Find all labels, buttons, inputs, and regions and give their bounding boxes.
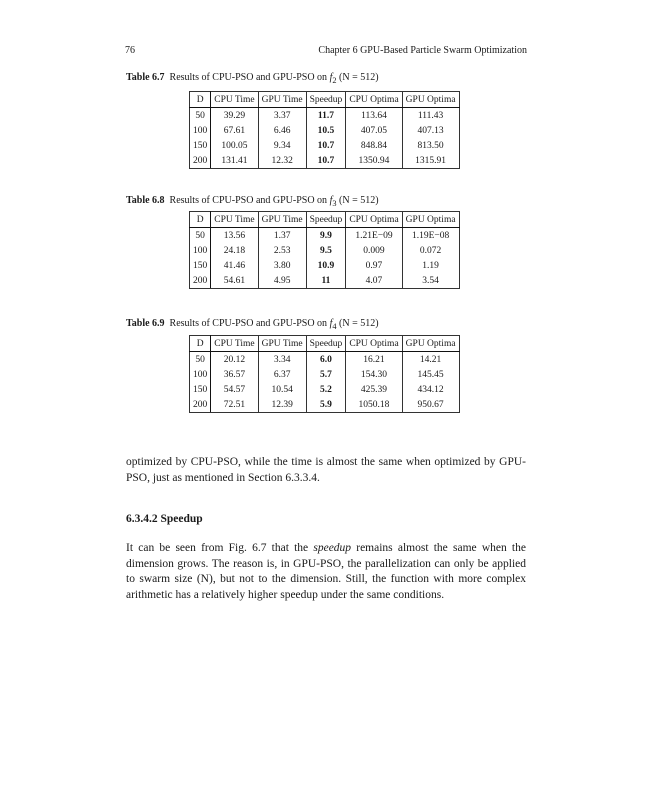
speedup-term: speedup: [313, 542, 352, 554]
table-cell: 10.7: [306, 138, 346, 153]
table-cell: 3.37: [258, 108, 306, 124]
table-row: [190, 108, 460, 124]
table-cell: 1.19E−08: [402, 228, 459, 244]
body-paragraph-2: It can be seen from Fig. 6.7 that the speedup remains almost the same when the dimension grows. The reason is, in GPU-PSO, the parallelization can only be applied to swarm size (N), but not to the dimension. Still, the function with more complex arithmetic has a relatively higher speedup under the same conditions.: [126, 542, 526, 601]
table-cell: 13.56: [211, 228, 258, 244]
table-cell: 24.18: [211, 243, 258, 258]
table-cell: 200: [190, 273, 211, 289]
table-header-row: [190, 92, 460, 108]
table-cell: 1350.94: [346, 153, 402, 169]
table-cell: 14.21: [402, 352, 459, 368]
table-row: [190, 367, 460, 382]
table-cell: 425.39: [346, 382, 402, 397]
table-cell: 100: [190, 243, 211, 258]
page-number: 76: [125, 45, 135, 56]
column-header: GPU Time: [258, 212, 306, 228]
table-cell: 10.7: [306, 153, 346, 169]
column-header: CPU Optima: [346, 212, 402, 228]
table-row: [190, 397, 460, 413]
table-cell: 0.009: [346, 243, 402, 258]
table-cell: 0.97: [346, 258, 402, 273]
column-header: D: [190, 336, 211, 352]
table-cell: 1050.18: [346, 397, 402, 413]
column-header: D: [190, 212, 211, 228]
column-header: GPU Optima: [402, 336, 459, 352]
table-row: [190, 382, 460, 397]
table-cell: 54.61: [211, 273, 258, 289]
table-cell: 9.5: [306, 243, 346, 258]
table-cell: 5.7: [306, 367, 346, 382]
table-cell: 50: [190, 228, 211, 244]
table-cell: 100: [190, 367, 211, 382]
table-row: [190, 273, 460, 289]
table-cell: 36.57: [211, 367, 258, 382]
table-cell: 0.072: [402, 243, 459, 258]
table-caption-6-9: Table 6.9 Results of CPU-PSO and GPU-PSO on $f_4$ (N = 512): [126, 318, 379, 331]
column-header: D: [190, 92, 211, 108]
results-table-6-7: [189, 91, 460, 169]
column-header: CPU Time: [211, 212, 258, 228]
table-cell: 10.9: [306, 258, 346, 273]
table-cell: 813.50: [402, 138, 459, 153]
table-cell: 848.84: [346, 138, 402, 153]
table-cell: 154.30: [346, 367, 402, 382]
table-cell: 150: [190, 138, 211, 153]
table-cell: 9.34: [258, 138, 306, 153]
table-cell: 50: [190, 352, 211, 368]
table-cell: 434.12: [402, 382, 459, 397]
table-cell: 100: [190, 123, 211, 138]
table-cell: 3.54: [402, 273, 459, 289]
results-table-6-9: [189, 335, 460, 413]
table-cell: 10.5: [306, 123, 346, 138]
table-cell: 10.54: [258, 382, 306, 397]
section-heading: 6.3.4.2 Speedup: [126, 513, 203, 525]
table-cell: 3.80: [258, 258, 306, 273]
column-header: CPU Time: [211, 92, 258, 108]
table-cell: 150: [190, 258, 211, 273]
table-header-row: [190, 212, 460, 228]
table-cell: 39.29: [211, 108, 258, 124]
table-header-row: [190, 336, 460, 352]
table-cell: 1.19: [402, 258, 459, 273]
table-cell: 4.95: [258, 273, 306, 289]
table-cell: 5.2: [306, 382, 346, 397]
table-cell: 50: [190, 108, 211, 124]
table-row: [190, 228, 460, 244]
table-cell: 407.13: [402, 123, 459, 138]
table-cell: 41.46: [211, 258, 258, 273]
table-cell: 407.05: [346, 123, 402, 138]
table-cell: 111.43: [402, 108, 459, 124]
column-header: Speedup: [306, 92, 346, 108]
table-cell: 3.34: [258, 352, 306, 368]
table-cell: 1.37: [258, 228, 306, 244]
column-header: GPU Optima: [402, 92, 459, 108]
column-header: GPU Time: [258, 92, 306, 108]
column-header: GPU Optima: [402, 212, 459, 228]
table-cell: 145.45: [402, 367, 459, 382]
table-cell: 72.51: [211, 397, 258, 413]
table-cell: 1315.91: [402, 153, 459, 169]
table-cell: 6.46: [258, 123, 306, 138]
table-cell: 100.05: [211, 138, 258, 153]
table-cell: 2.53: [258, 243, 306, 258]
table-cell: 5.9: [306, 397, 346, 413]
table-cell: 12.32: [258, 153, 306, 169]
column-header: CPU Optima: [346, 92, 402, 108]
table-cell: 20.12: [211, 352, 258, 368]
table-cell: 200: [190, 153, 211, 169]
table-cell: 150: [190, 382, 211, 397]
table-cell: 11: [306, 273, 346, 289]
table-row: [190, 243, 460, 258]
column-header: Speedup: [306, 336, 346, 352]
table-cell: 11.7: [306, 108, 346, 124]
table-caption-6-8: Table 6.8 Results of CPU-PSO and GPU-PSO on $f_3$ (N = 512): [126, 195, 379, 208]
table-cell: 4.07: [346, 273, 402, 289]
table-cell: 113.64: [346, 108, 402, 124]
table-cell: 54.57: [211, 382, 258, 397]
column-header: CPU Optima: [346, 336, 402, 352]
running-header: [125, 45, 527, 56]
chapter-title: Chapter 6 GPU-Based Particle Swarm Optimization: [318, 45, 527, 56]
table-row: [190, 352, 460, 368]
table-caption-6-7: Table 6.7 Results of CPU-PSO and GPU-PSO on $f_2$ (N = 512): [126, 72, 379, 85]
table-cell: 6.0: [306, 352, 346, 368]
column-header: GPU Time: [258, 336, 306, 352]
table-cell: 9.9: [306, 228, 346, 244]
table-cell: 200: [190, 397, 211, 413]
table-cell: 12.39: [258, 397, 306, 413]
table-cell: 131.41: [211, 153, 258, 169]
table-cell: 6.37: [258, 367, 306, 382]
table-row: [190, 153, 460, 169]
table-row: [190, 123, 460, 138]
results-table-6-8: [189, 211, 460, 289]
table-cell: 67.61: [211, 123, 258, 138]
column-header: Speedup: [306, 212, 346, 228]
table-cell: 16.21: [346, 352, 402, 368]
table-cell: 1.21E−09: [346, 228, 402, 244]
body-paragraph-1: optimized by CPU-PSO, while the time is almost the same when optimized by GPU-PSO, just as mentioned in Section 6.3.3.4.: [126, 456, 526, 484]
table-row: [190, 138, 460, 153]
column-header: CPU Time: [211, 336, 258, 352]
table-cell: 950.67: [402, 397, 459, 413]
table-row: [190, 258, 460, 273]
